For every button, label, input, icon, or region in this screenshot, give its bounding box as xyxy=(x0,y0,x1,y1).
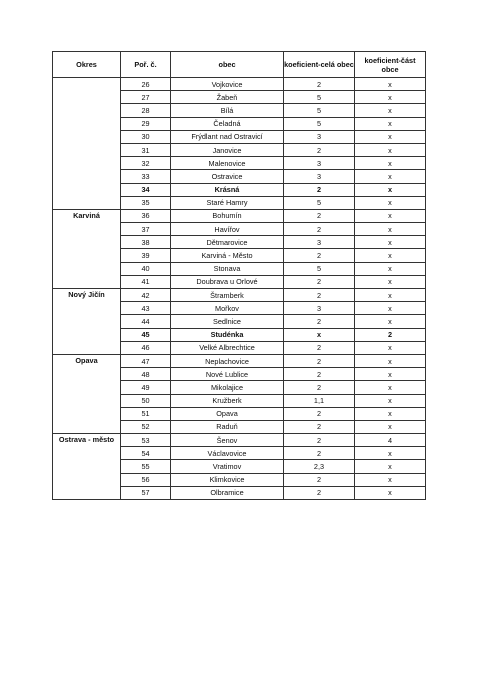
koeficient-cast-cell: x xyxy=(355,91,426,104)
header-poradi: Poř. č. xyxy=(121,52,171,78)
poradi-cell: 42 xyxy=(121,289,171,302)
obec-cell: Štramberk xyxy=(171,289,284,302)
okres-cell xyxy=(53,78,121,210)
obec-cell: Šenov xyxy=(171,434,284,447)
koeficient-cast-cell: x xyxy=(355,249,426,262)
koeficient-cast-cell: x xyxy=(355,368,426,381)
koeficient-cela-cell: 1,1 xyxy=(284,394,355,407)
koeficient-cast-cell: 4 xyxy=(355,434,426,447)
table-row xyxy=(53,78,426,91)
koeficient-cast-cell: x xyxy=(355,170,426,183)
poradi-cell: 28 xyxy=(121,104,171,117)
koeficient-cast-cell: x xyxy=(355,262,426,275)
poradi-cell: 44 xyxy=(121,315,171,328)
koeficient-cela-cell: 2 xyxy=(284,368,355,381)
obec-cell: Frýdlant nad Ostravicí xyxy=(171,130,284,143)
obec-cell: Nové Lublice xyxy=(171,368,284,381)
okres-cell: Karviná xyxy=(53,209,121,288)
koeficient-cela-cell: 2 xyxy=(284,223,355,236)
koeficient-cela-cell: 5 xyxy=(284,196,355,209)
obec-cell: Sedlnice xyxy=(171,315,284,328)
obec-cell: Raduň xyxy=(171,420,284,433)
obec-cell: Čeladná xyxy=(171,117,284,130)
poradi-cell: 32 xyxy=(121,157,171,170)
koeficient-cela-cell: 2,3 xyxy=(284,460,355,473)
obec-cell: Neplachovice xyxy=(171,354,284,367)
koeficient-cela-cell: 2 xyxy=(284,315,355,328)
koeficient-cela-cell: 2 xyxy=(284,341,355,354)
poradi-cell: 37 xyxy=(121,223,171,236)
obec-cell: Krásná xyxy=(171,183,284,196)
poradi-cell: 47 xyxy=(121,354,171,367)
koeficient-cela-cell: 3 xyxy=(284,130,355,143)
obec-cell: Klimkovice xyxy=(171,473,284,486)
obec-cell: Václavovice xyxy=(171,447,284,460)
poradi-cell: 30 xyxy=(121,130,171,143)
table-row xyxy=(53,209,426,222)
koeficient-cast-cell: x xyxy=(355,420,426,433)
obec-cell: Opava xyxy=(171,407,284,420)
poradi-cell: 53 xyxy=(121,434,171,447)
poradi-cell: 33 xyxy=(121,170,171,183)
obec-cell: Velké Albrechtice xyxy=(171,341,284,354)
koeficient-cela-cell: 5 xyxy=(284,91,355,104)
poradi-cell: 31 xyxy=(121,143,171,156)
koeficient-cast-cell: x xyxy=(355,341,426,354)
obec-cell: Kružberk xyxy=(171,394,284,407)
obec-cell: Mořkov xyxy=(171,302,284,315)
document-page xyxy=(52,51,424,500)
koeficient-cela-cell: 2 xyxy=(284,473,355,486)
poradi-cell: 46 xyxy=(121,341,171,354)
obec-cell: Studénka xyxy=(171,328,284,341)
okres-cell: Nový Jičín xyxy=(53,289,121,355)
obec-cell: Dětmarovice xyxy=(171,236,284,249)
koeficient-cast-cell: x xyxy=(355,223,426,236)
poradi-cell: 55 xyxy=(121,460,171,473)
obec-cell: Stonava xyxy=(171,262,284,275)
obec-cell: Vojkovice xyxy=(171,78,284,91)
koeficient-cast-cell: x xyxy=(355,157,426,170)
koeficient-cast-cell: x xyxy=(355,289,426,302)
koeficient-cast-cell: x xyxy=(355,78,426,91)
poradi-cell: 56 xyxy=(121,473,171,486)
koeficient-cela-cell: 2 xyxy=(284,447,355,460)
table-row xyxy=(53,434,426,447)
koeficient-cela-cell: x xyxy=(284,328,355,341)
obec-cell: Bohumín xyxy=(171,209,284,222)
koeficient-cast-cell: x xyxy=(355,381,426,394)
table-body xyxy=(53,78,426,500)
poradi-cell: 29 xyxy=(121,117,171,130)
obec-cell: Ostravice xyxy=(171,170,284,183)
poradi-cell: 51 xyxy=(121,407,171,420)
obec-cell: Karviná - Město xyxy=(171,249,284,262)
poradi-cell: 34 xyxy=(121,183,171,196)
koeficient-cela-cell: 2 xyxy=(284,249,355,262)
koeficient-cast-cell: x xyxy=(355,302,426,315)
koeficient-cast-cell: x xyxy=(355,104,426,117)
poradi-cell: 39 xyxy=(121,249,171,262)
koeficient-cast-cell: x xyxy=(355,486,426,499)
poradi-cell: 41 xyxy=(121,275,171,288)
municipality-table xyxy=(52,51,426,500)
koeficient-cela-cell: 2 xyxy=(284,78,355,91)
koeficient-cast-cell: x xyxy=(355,236,426,249)
koeficient-cast-cell: x xyxy=(355,196,426,209)
table-row xyxy=(53,354,426,367)
obec-cell: Žabeň xyxy=(171,91,284,104)
header-koeficient-cela-obec: koeficient-celá obec xyxy=(284,52,355,78)
koeficient-cast-cell: x xyxy=(355,117,426,130)
koeficient-cela-cell: 5 xyxy=(284,104,355,117)
obec-cell: Bílá xyxy=(171,104,284,117)
table-row xyxy=(53,289,426,302)
koeficient-cela-cell: 5 xyxy=(284,262,355,275)
obec-cell: Staré Hamry xyxy=(171,196,284,209)
obec-cell: Doubrava u Orlové xyxy=(171,275,284,288)
koeficient-cela-cell: 2 xyxy=(284,289,355,302)
koeficient-cast-cell: x xyxy=(355,407,426,420)
koeficient-cast-cell: 2 xyxy=(355,328,426,341)
poradi-cell: 38 xyxy=(121,236,171,249)
koeficient-cela-cell: 2 xyxy=(284,420,355,433)
koeficient-cela-cell: 2 xyxy=(284,275,355,288)
okres-cell: Opava xyxy=(53,354,121,433)
poradi-cell: 26 xyxy=(121,78,171,91)
koeficient-cast-cell: x xyxy=(355,354,426,367)
koeficient-cast-cell: x xyxy=(355,275,426,288)
okres-cell: Ostrava - město xyxy=(53,434,121,500)
koeficient-cast-cell: x xyxy=(355,315,426,328)
koeficient-cast-cell: x xyxy=(355,130,426,143)
koeficient-cela-cell: 3 xyxy=(284,302,355,315)
koeficient-cast-cell: x xyxy=(355,183,426,196)
poradi-cell: 57 xyxy=(121,486,171,499)
poradi-cell: 48 xyxy=(121,368,171,381)
poradi-cell: 49 xyxy=(121,381,171,394)
obec-cell: Vratimov xyxy=(171,460,284,473)
table-header-row xyxy=(53,52,426,78)
header-obec: obec xyxy=(171,52,284,78)
obec-cell: Mikolajice xyxy=(171,381,284,394)
obec-cell: Havířov xyxy=(171,223,284,236)
poradi-cell: 45 xyxy=(121,328,171,341)
koeficient-cela-cell: 2 xyxy=(284,143,355,156)
poradi-cell: 54 xyxy=(121,447,171,460)
koeficient-cela-cell: 3 xyxy=(284,157,355,170)
koeficient-cela-cell: 2 xyxy=(284,381,355,394)
obec-cell: Olbramice xyxy=(171,486,284,499)
koeficient-cast-cell: x xyxy=(355,143,426,156)
koeficient-cela-cell: 2 xyxy=(284,354,355,367)
poradi-cell: 36 xyxy=(121,209,171,222)
obec-cell: Malenovice xyxy=(171,157,284,170)
koeficient-cela-cell: 5 xyxy=(284,117,355,130)
koeficient-cast-cell: x xyxy=(355,473,426,486)
header-koeficient-cast-obce: koeficient-část obce xyxy=(355,52,426,78)
koeficient-cela-cell: 3 xyxy=(284,170,355,183)
poradi-cell: 27 xyxy=(121,91,171,104)
poradi-cell: 50 xyxy=(121,394,171,407)
poradi-cell: 52 xyxy=(121,420,171,433)
koeficient-cela-cell: 2 xyxy=(284,434,355,447)
koeficient-cela-cell: 2 xyxy=(284,183,355,196)
koeficient-cela-cell: 2 xyxy=(284,209,355,222)
koeficient-cela-cell: 2 xyxy=(284,486,355,499)
poradi-cell: 40 xyxy=(121,262,171,275)
header-okres: Okres xyxy=(53,52,121,78)
koeficient-cast-cell: x xyxy=(355,460,426,473)
koeficient-cast-cell: x xyxy=(355,209,426,222)
koeficient-cela-cell: 3 xyxy=(284,236,355,249)
koeficient-cela-cell: 2 xyxy=(284,407,355,420)
koeficient-cast-cell: x xyxy=(355,447,426,460)
poradi-cell: 43 xyxy=(121,302,171,315)
obec-cell: Janovice xyxy=(171,143,284,156)
poradi-cell: 35 xyxy=(121,196,171,209)
koeficient-cast-cell: x xyxy=(355,394,426,407)
